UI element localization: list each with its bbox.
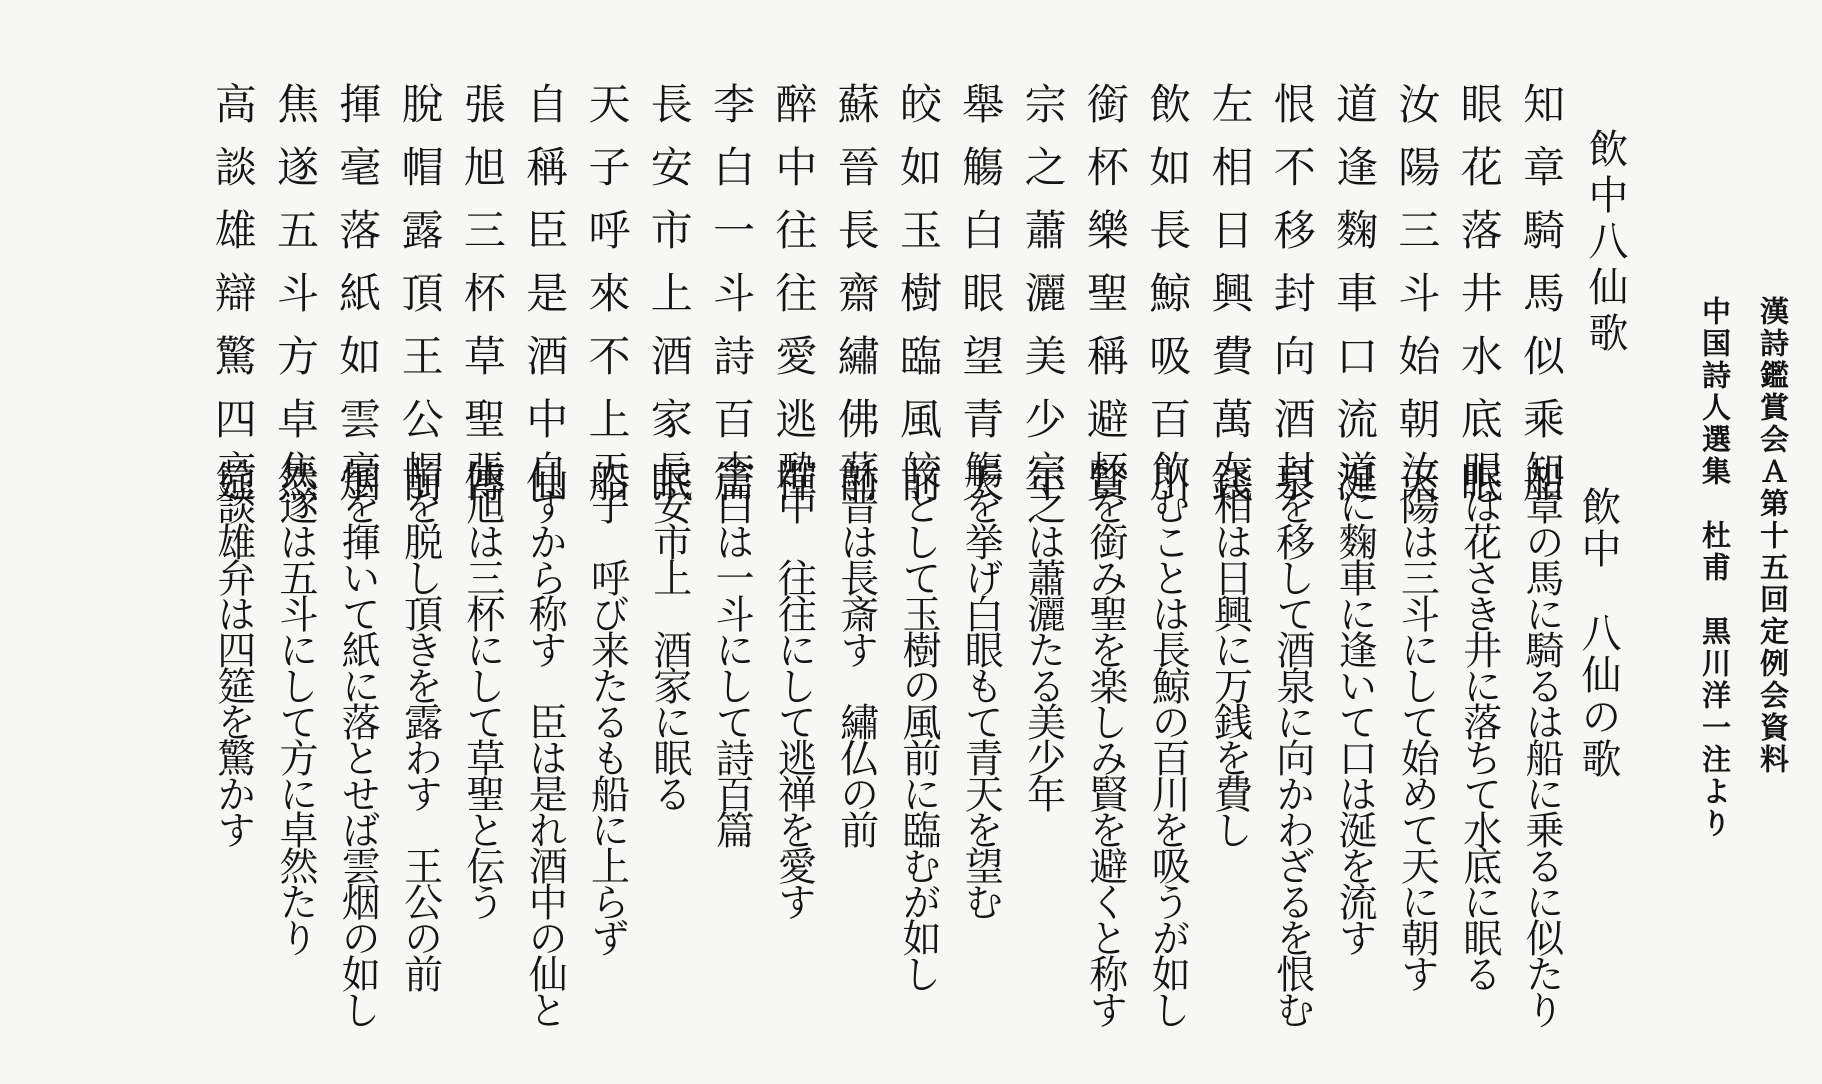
original-line: 舉觴白眼望青天: [956, 82, 1006, 523]
original-line: 焦遂五斗方卓然: [271, 82, 320, 523]
original-line: 汝陽三斗始朝天: [1392, 82, 1442, 523]
original-line: 張旭三杯草聖傳: [457, 82, 507, 523]
original-line: 長安市上酒家眠: [644, 82, 694, 523]
original-line: 道逢麴車口流涎: [1330, 82, 1380, 523]
original-line: 高談雄辯驚四筵: [208, 82, 258, 523]
original-line: 醉中往往愛逃禪: [769, 82, 819, 523]
reading-line: 蘇晋は長斎す 繡仏の前: [833, 450, 879, 846]
original-line: 李白一斗詩百篇: [707, 82, 757, 523]
original-line: 皎如玉樹臨風前: [894, 82, 943, 523]
original-line: 自稱臣是酒中仙: [520, 82, 570, 523]
reading-line: 毫を揮いて紙に落とせば雲烟の如し: [335, 450, 381, 1026]
reading-line: 宗之は蕭灑たる美少年: [1020, 450, 1066, 810]
reading-line: 張旭は三杯にして草聖と伝う: [459, 450, 505, 918]
original-poem-title: 飲中八仙歌: [1582, 128, 1628, 358]
reading-line: 皎として玉樹の風前に臨むが如し: [896, 450, 941, 990]
original-line: 眼花落井水底眠: [1454, 82, 1504, 523]
original-line: 天子呼來不上船: [582, 82, 632, 523]
original-line: 揮毫落紙如雲烟: [333, 82, 383, 523]
reading-line: 酔中 往往にして逃禅を愛す: [771, 450, 817, 918]
reading-line: 焦遂は五斗にして方に卓然たり: [273, 450, 318, 954]
reading-line: 自ずから称す 臣は是れ酒中の仙と: [522, 450, 568, 1026]
reading-line: 眼は花さき井に落ちて水底に眠る: [1456, 450, 1502, 990]
reading-line: 飲むことは長鯨の百川を吸うが如し: [1145, 450, 1191, 1026]
original-line: 脫帽露頂王公前: [395, 82, 445, 523]
reading-line: 高談雄弁は四筵を驚かす: [210, 450, 256, 846]
reading-poem-title: 飲中 八仙の歌: [1575, 486, 1621, 780]
original-line: 宗之蕭灑美少年: [1018, 82, 1068, 523]
original-line: 恨不移封向酒泉: [1267, 82, 1317, 523]
reading-line: 帽を脱し頂きを露わす 王公の前: [397, 450, 443, 990]
original-line: 飲如長鯨吸百川: [1143, 82, 1193, 523]
reading-line: 汝陽は三斗にして始めて天に朝す: [1394, 450, 1440, 990]
original-line: 銜杯樂聖稱避賢: [1080, 82, 1130, 523]
reading-line: 李白は一斗にして詩百篇: [709, 450, 755, 846]
reading-line: 長安市上 酒家に眠る: [646, 450, 692, 810]
document-header-title: 漢詩鑑賞会Ａ第十五回定例会資料: [1756, 296, 1790, 776]
reading-line: 左相は日興に万銭を費し: [1207, 450, 1253, 846]
reading-line: 觴を挙げ白眼もて青天を望む: [958, 450, 1004, 918]
reading-line: 知章の馬に騎るは船に乗るに似たり: [1519, 450, 1564, 1026]
document-header-source: 中国詩人選集 杜甫 黒川洋一注より: [1698, 296, 1732, 840]
original-line: 左相日興費萬錢: [1205, 82, 1255, 523]
reading-line: 封を移して酒泉に向かわざるを恨む: [1269, 450, 1315, 1026]
reading-line: 天子 呼び来たるも船に上らず: [584, 450, 630, 954]
reading-line: 道に麴車に逢いて口は涎を流す: [1332, 450, 1378, 954]
reading-line: 杯を銜み聖を楽しみ賢を避くと称す: [1082, 450, 1128, 1026]
original-line: 知章騎馬似乘船: [1517, 82, 1566, 523]
original-line: 蘇晉長齋繡佛前: [831, 82, 881, 523]
